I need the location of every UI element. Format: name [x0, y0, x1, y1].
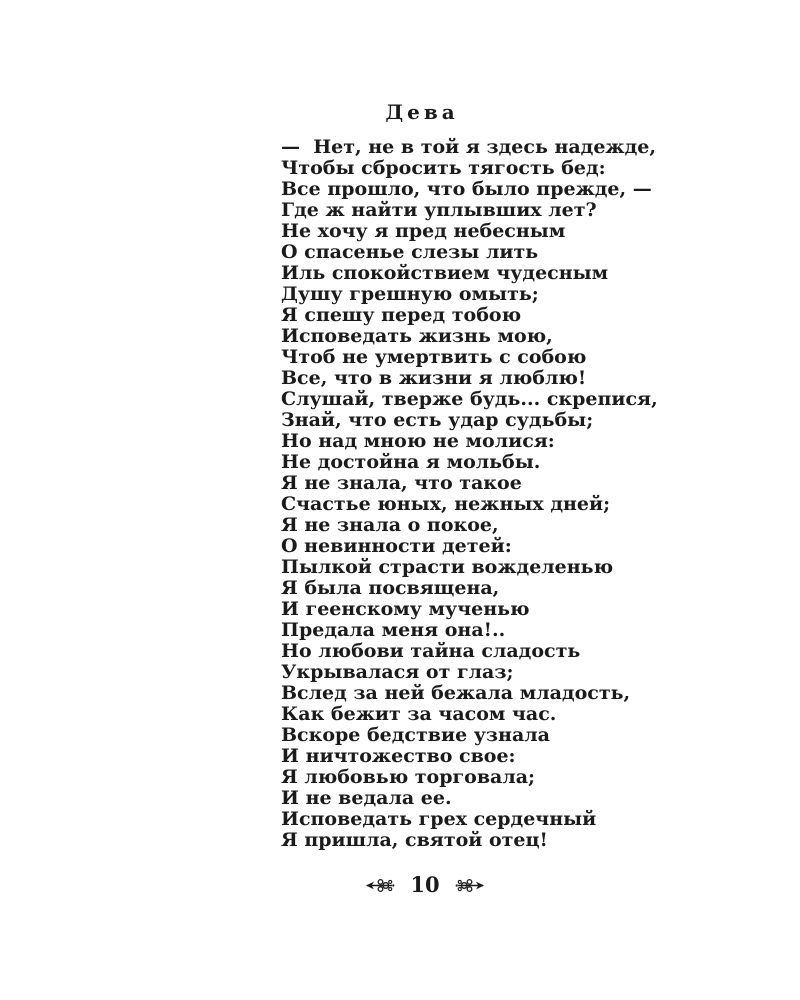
poem-line: Слушай, тверже будь... скрепися,: [281, 388, 658, 410]
poem-line: Чтобы сбросить тягость бед:: [281, 157, 606, 179]
poem-line: Все прошло, что было прежде, —: [281, 178, 652, 200]
poem-line: Не хочу я пред небесным: [281, 220, 566, 242]
poem-line: Знай, что есть удар судьбы;: [281, 409, 594, 431]
poem-line: Я спешу перед тобою: [281, 304, 522, 326]
poem-line: Вскоре бедствие узнала: [281, 724, 550, 746]
poem-line: И ничтожество свое:: [281, 745, 516, 767]
poem-line: Иль спокойствием чудесным: [281, 262, 609, 284]
poem-line: Душу грешную омыть;: [281, 283, 539, 305]
poem-line: Я любовью торговала;: [281, 766, 536, 788]
poem-line: О невинности детей:: [281, 535, 512, 557]
page-footer: [25, 872, 800, 898]
floral-arrow-right-icon: [455, 877, 486, 894]
poem-line: Я была посвящена,: [281, 577, 500, 599]
floral-arrow-left-icon: [364, 877, 395, 894]
poem-line: — Нет, не в той я здесь надежде,: [281, 136, 656, 158]
poem-line: Не достойна я мольбы.: [281, 451, 541, 473]
poem-title: Дева: [385, 100, 459, 124]
poem-line: Как бежит за часом час.: [281, 703, 557, 725]
poem-line: Счастье юных, нежных дней;: [281, 493, 611, 515]
poem-line: Исповедать жизнь мою,: [281, 325, 553, 347]
poem-line: Но над мною не молися:: [281, 430, 555, 452]
page-number: 10: [410, 872, 440, 897]
poem-line: И не ведала ее.: [281, 787, 452, 809]
poem-line: Я не знала о покое,: [281, 514, 499, 536]
poem-line: Где ж найти уплывших лет?: [281, 199, 597, 221]
poem-line: Но любови тайна сладость: [281, 640, 581, 662]
poem: [281, 137, 658, 851]
poem-line: Пылкой страсти вожделенью: [281, 556, 614, 578]
poem-line: Я не знала, что такое: [281, 472, 522, 494]
poem-line: Вслед за ней бежала младость,: [281, 682, 631, 704]
poem-line: Исповедать грех сердечный: [281, 808, 597, 830]
poem-line: И геенскому мученью: [281, 598, 530, 620]
poem-line: Все, что в жизни я люблю!: [281, 367, 587, 389]
poem-line: Укрывалася от глаз;: [281, 661, 514, 683]
poem-line: О спасенье слезы лить: [281, 241, 539, 263]
poem-line: Предала меня она!..: [281, 619, 506, 641]
poem-line: Чтоб не умертвить с собою: [281, 346, 587, 368]
poem-line: Я пришла, святой отец!: [281, 829, 548, 851]
